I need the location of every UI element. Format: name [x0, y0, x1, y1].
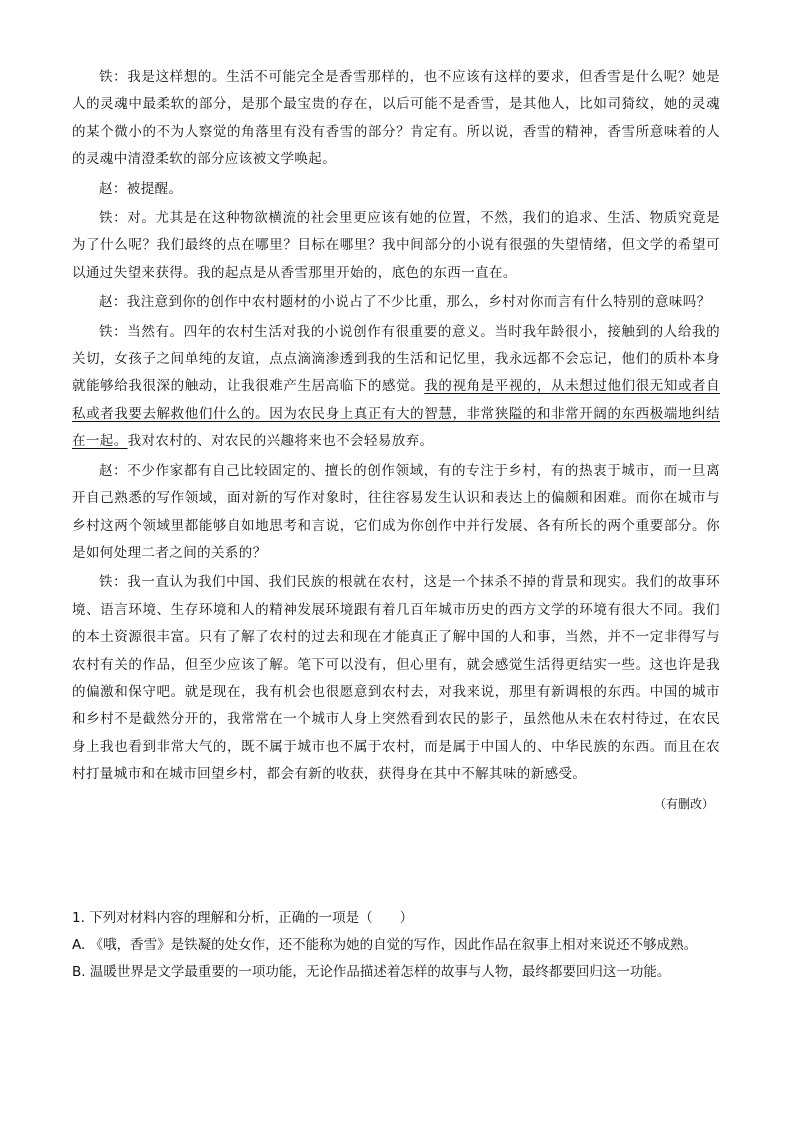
question-section — [72, 905, 722, 986]
reading-passage — [72, 64, 720, 815]
paragraph-tie-2: 铁：对。尤其是在这种物欲横流的社会里更应该有她的位置，不然，我们的追求、生活、物质究竟是为了什么呢？我们最终的点在哪里？目标在哪里？我中间部分的小说有很强的失望情绪，但文学的希望可以通过失望来获得。我的起点是从香雪那里开始的，底色的东西一直在。 — [72, 210, 720, 281]
paragraph-tie-3 — [72, 319, 720, 456]
question-1-stem: 1. 下列对材料内容的理解和分析，正确的一项是（ ） — [72, 910, 414, 926]
underlined-sentence: 我的视角是平视的，从未想过他们很无知或者自私或者我要去解救他们什么的。因为农民身上真正有大的智慧，非常狭隘的和非常开阔的东西极端地纠结在一起。 — [72, 378, 721, 450]
option-b: B. 温暖世界是文学最重要的一项功能，无论作品描述着怎样的故事与人物，最终都要回归这一功能。 — [72, 964, 671, 980]
source-note: （有删改） — [653, 796, 714, 811]
option-a: A. 《哦，香雪》是铁凝的处女作，还不能称为她的自觉的写作，因此作品在叙事上相对来说还不够成熟。 — [72, 937, 698, 953]
paragraph-text: 我对农村的、对农民的兴趣将来也不会轻易放弃。 — [127, 433, 434, 450]
paragraph-zhao-3: 赵：不少作家都有自己比较固定的、擅长的创作领域，有的专注于乡村，有的热衷于城市，而一旦离开自己熟悉的写作领域，面对新的写作对象时，往往容易发生认识和表达上的偏颇和困难。而你在城市与乡村这两个领域里都能够自如地思考和言说，它们成为你创作中并行发展、各有所长的两个重要部分。你是如何处理二者之间的关系的？ — [72, 462, 720, 561]
paragraph-text: 铁：当然有。四年的农村生活对我的小说创作有很重要的意义。当时我年龄很小，接触到的人给我的关切，女孩子之间单纯的友谊，点点滴滴渗透到我的生活和记忆里，我永远都不会忘记，他们的质朴本身就能够给我很深的触动，让我很难产生居高临下的感觉。 — [72, 323, 720, 395]
paragraph-zhao-2: 赵：我注意到你的创作中农村题材的小说占了不少比重，那么，乡村对你而言有什么特别的意味吗？ — [99, 294, 711, 311]
paragraph-tie-4: 铁：我一直认为我们中国、我们民族的根就在农村，这是一个抹杀不掉的背景和现实。我们的故事环境、语言环境、生存环境和人的精神发展环境跟有着几百年城市历史的西方文学的环境有很大不同。我们的本土资源很丰富。只有了解了农村的过去和现在才能真正了解中国的人和事，当然，并不一定非得写与农村有关的作品，但至少应该了解。笔下可以没有，但心里有，就会感觉生活得更结实一些。这也许是我的偏激和保守吧。就是现在，我有机会也很愿意到农村去，对我来说，那里有新调根的东西。中国的城市和乡村不是截然分开的，我常常在一个城市人身上突然看到农民的影子，虽然他从未在农村待过，在农民身上我也看到非常大气的，既不属于城市也不属于农村，而是属于中国人的、中华民族的东西。而且在农村打量城市和在城市回望乡村，都会有新的收获，获得身在其中不解其味的新感受。 — [72, 574, 720, 783]
paragraph-zhao-1: 赵：被提醒。 — [99, 180, 183, 197]
paragraph-tie-1: 铁：我是这样想的。生活不可能完全是香雪那样的，也不应该有这样的要求，但香雪是什么呢？她是人的灵魂中最柔软的部分，是那个最宝贵的存在，以后可能不是香雪，是其他人，比如司猗纹，她的灵魂的某个微小的不为人察觉的角落里有没有香雪的部分？肯定有。所以说，香雪的精神，香雪所意味着的人的灵魂中清澄柔软的部分应该被文学唤起。 — [72, 69, 720, 168]
